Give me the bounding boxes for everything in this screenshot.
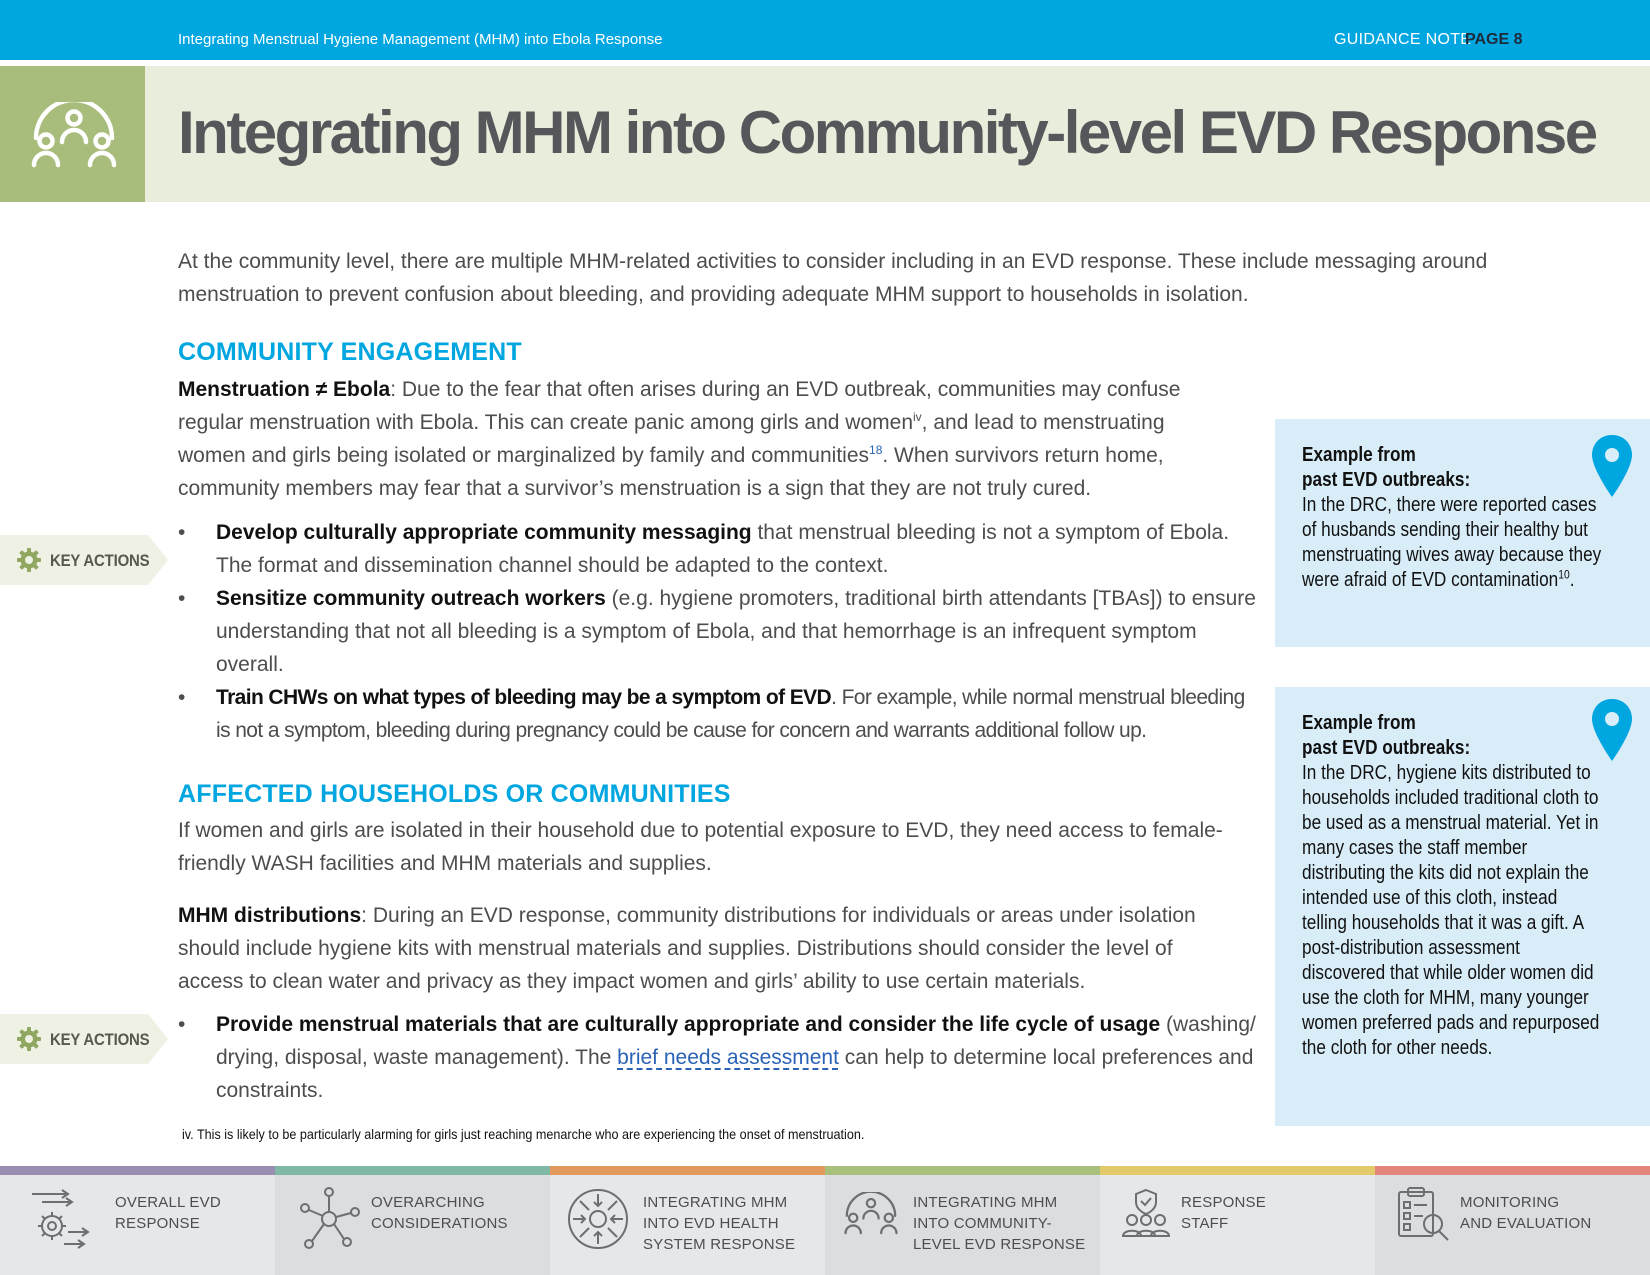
example-box bbox=[1275, 687, 1650, 1126]
list-item: • Train CHWs on what types of bleeding may be a symptom of EVD. For example, while normal menstrual bleeding is not a symptom, bleeding during pregnancy could be cause for concern and warrants additional follow up. bbox=[178, 686, 1245, 742]
top-bar bbox=[0, 0, 1650, 60]
paragraph-lead: MHM distributions bbox=[178, 904, 362, 927]
page-number: PAGE 8 bbox=[1465, 31, 1523, 48]
tab-stripe bbox=[1375, 1166, 1650, 1175]
nav-tab-overarching-considerations[interactable] bbox=[275, 1166, 550, 1275]
list-item: • Develop culturally appropriate community messaging that menstrual bleeding is not a symptom of Ebola. The format and dissemination channel should be adapted to the context. bbox=[178, 521, 1230, 577]
example-box bbox=[1275, 419, 1650, 647]
menstruation-ebola-paragraph: Menstruation ≠ Ebola: Due to the fear that often arises during an EVD outbreak, communities may confuse regular menstruation with Ebola. This can create panic among girls and women$^{iv}$, and lead to menstruating women and girls being isolated or marginalized by family and communities$^{18}$. When survivors return home, community members may fear that a survivor’s menstruation is a sign that they are not truly cured. bbox=[178, 378, 1181, 500]
nav-label: OVERARCHING CONSIDERATIONS bbox=[371, 1194, 508, 1232]
community-people-icon bbox=[30, 102, 118, 168]
nav-label: INTEGRATING MHM INTO EVD HEALTH SYSTEM RESPONSE bbox=[643, 1194, 796, 1253]
affected-households-heading: AFFECTED HOUSEHOLDS OR COMMUNITIES bbox=[178, 780, 731, 808]
nav-tab-overall-evd-response[interactable] bbox=[0, 1166, 275, 1275]
document-title: Integrating Menstrual Hygiene Management (MHM) into Ebola Response bbox=[178, 31, 663, 48]
community-engagement-heading: COMMUNITY ENGAGEMENT bbox=[178, 338, 522, 366]
tab-stripe bbox=[0, 1166, 275, 1175]
nav-label: RESPONSE STAFF bbox=[1181, 1194, 1266, 1232]
example-text: Example from past EVD outbreaks: In the DRC, hygiene kits distributed to households included traditional cloth to be used as a menstrual material. Yet in many cases the staff member distributing the kits did not explain the intended use of this cloth, instead telling households that it was a gift. A post-distribution assessment discovered that while older women did use the cloth for MHM, many younger women preferred pads and repurposed the cloth for other needs. bbox=[1302, 711, 1603, 1061]
list-item: • Provide menstrual materials that are culturally appropriate and consider the life cycle of usage (washing/ drying, disposal, waste management). The brief needs assessment can help to determine local preferences and constraints. bbox=[178, 1013, 1256, 1102]
intro-paragraph: At the community level, there are multiple MHM-related activities to consider including in an EVD response. These include messaging around menstruation to prevent confusion about bleeding, and providing adequate MHM support to households in isolation. bbox=[178, 250, 1488, 306]
tab-stripe bbox=[825, 1166, 1100, 1175]
tab-stripe bbox=[1100, 1166, 1375, 1175]
example-text: Example from past EVD outbreaks: In the DRC, there were reported cases of husbands sending their healthy but menstruating wives away because they were afraid of EVD contamination$^{10}$. bbox=[1302, 444, 1602, 591]
footer-nav bbox=[0, 1166, 1650, 1275]
example-heading: Example from bbox=[1302, 444, 1416, 466]
nav-tab-community-level-response[interactable] bbox=[825, 1166, 1100, 1275]
example-heading: Example from bbox=[1302, 712, 1416, 734]
network-hub-icon bbox=[297, 1186, 361, 1252]
nav-tab-monitoring-evaluation[interactable] bbox=[1375, 1166, 1650, 1275]
clipboard-search-icon bbox=[1395, 1186, 1451, 1242]
nav-label: OVERALL EVD RESPONSE bbox=[115, 1194, 221, 1232]
paragraph-lead: Menstruation ≠ Ebola bbox=[178, 378, 391, 401]
header-icon-box bbox=[0, 66, 145, 202]
page-title: Integrating MHM into Community-level EVD Response bbox=[178, 99, 1596, 166]
gear-icon bbox=[16, 547, 42, 573]
nav-tab-health-system-response[interactable] bbox=[550, 1166, 825, 1275]
example-heading: past EVD outbreaks: bbox=[1302, 469, 1471, 491]
staff-group-icon bbox=[1120, 1188, 1172, 1240]
mhm-distributions-paragraph: MHM distributions: During an EVD response, community distributions for individuals or areas under isolation should include hygiene kits with menstrual materials and supplies. Distributions should consider the level of access to clean water and privacy as they impact women and girls’ ability to use certain materials. bbox=[178, 904, 1196, 993]
footnote-ref: iv bbox=[913, 410, 922, 424]
example-heading: past EVD outbreaks: bbox=[1302, 737, 1471, 759]
gear-icon bbox=[16, 1026, 42, 1052]
key-actions-label: KEY ACTIONS bbox=[50, 1030, 150, 1049]
gears-arrows-icon bbox=[28, 1188, 92, 1252]
tab-stripe bbox=[550, 1166, 825, 1175]
brief-needs-assessment-link[interactable]: brief needs assessment bbox=[617, 1046, 839, 1069]
key-actions-tag bbox=[0, 535, 168, 585]
community-key-actions-list bbox=[178, 516, 1258, 747]
guidance-note-label: GUIDANCE NOTE bbox=[1334, 31, 1472, 48]
key-actions-tag bbox=[0, 1014, 168, 1064]
health-system-icon bbox=[566, 1186, 630, 1252]
community-people-icon bbox=[843, 1192, 899, 1236]
affected-intro-paragraph: If women and girls are isolated in their household due to potential exposure to EVD, they need access to female-friendly WASH facilities and MHM materials and supplies. bbox=[178, 819, 1223, 875]
citation-link[interactable]: 18 bbox=[869, 443, 883, 457]
tab-stripe bbox=[275, 1166, 550, 1175]
key-actions-label: KEY ACTIONS bbox=[50, 551, 150, 570]
nav-label: MONITORING AND EVALUATION bbox=[1460, 1194, 1592, 1232]
footnote: iv. This is likely to be particularly alarming for girls just reaching menarche who are experiencing the onset of menstruation. bbox=[182, 1126, 865, 1142]
nav-label: INTEGRATING MHM INTO COMMUNITY- LEVEL EVD RESPONSE bbox=[913, 1194, 1086, 1253]
affected-key-actions-list bbox=[178, 1008, 1258, 1107]
nav-tab-response-staff[interactable] bbox=[1100, 1166, 1375, 1275]
list-item: • Sensitize community outreach workers (e.g. hygiene promoters, traditional birth attendants [TBAs]) to ensure understanding that not all bleeding is a symptom of Ebola, and that hemorrhage is an infrequent symptom overall. bbox=[178, 587, 1256, 676]
